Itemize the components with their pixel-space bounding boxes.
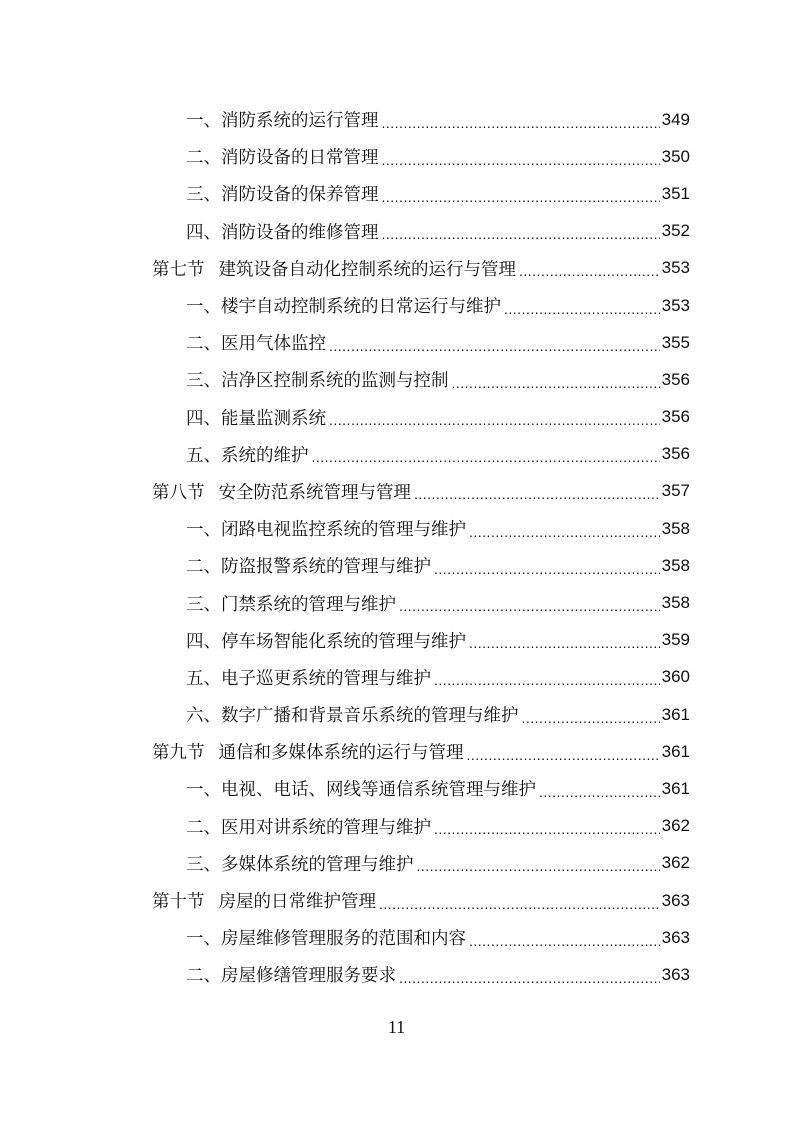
section-title: 房屋的日常维护管理 [218, 892, 376, 913]
entry-title: 消防设备的日常管理 [221, 148, 379, 169]
entry-number: 二、 [186, 966, 221, 987]
entry-title: 房屋修缮管理服务要求 [221, 966, 396, 987]
dot-leader [329, 338, 660, 354]
toc-entry[interactable] [152, 696, 690, 733]
toc-section-heading[interactable] [152, 733, 690, 770]
toc-entry[interactable] [152, 956, 690, 993]
dot-leader [539, 784, 660, 800]
entry-page-number: 357 [661, 481, 690, 501]
dot-leader [467, 747, 660, 763]
entry-page-number: 353 [661, 295, 690, 315]
entry-number: 二、 [186, 817, 221, 838]
dot-leader [312, 449, 660, 465]
entry-number: 二、 [186, 148, 221, 169]
dot-leader [434, 672, 660, 688]
entry-page-number: 362 [661, 853, 690, 873]
entry-title: 电子巡更系统的管理与维护 [221, 668, 431, 689]
entry-number: 一、 [186, 297, 221, 318]
entry-number: 六、 [186, 706, 221, 727]
dot-leader [329, 412, 660, 428]
entry-page-number: 356 [661, 369, 690, 389]
entry-number: 三、 [186, 185, 221, 206]
entry-number: 四、 [186, 631, 221, 652]
entry-number: 一、 [186, 111, 221, 132]
dot-leader [519, 263, 660, 279]
dot-leader [522, 710, 660, 726]
entry-page-number: 360 [661, 667, 690, 687]
entry-title: 消防设备的保养管理 [221, 185, 379, 206]
section-title: 安全防范系统管理与管理 [218, 482, 411, 503]
toc-entry[interactable] [152, 436, 690, 473]
entry-number: 三、 [186, 594, 221, 615]
toc-entry[interactable] [152, 287, 690, 324]
entry-page-number: 362 [661, 816, 690, 836]
toc-entry[interactable] [152, 584, 690, 621]
table-of-contents [152, 101, 690, 994]
toc-section-heading[interactable] [152, 250, 690, 287]
entry-number: 三、 [186, 854, 221, 875]
entry-page-number: 361 [661, 778, 690, 798]
toc-entry[interactable] [152, 622, 690, 659]
entry-title: 医用对讲系统的管理与维护 [221, 817, 431, 838]
entry-page-number: 349 [661, 109, 690, 129]
section-title: 建筑设备自动化控制系统的运行与管理 [218, 259, 516, 280]
entry-title: 多媒体系统的管理与维护 [221, 854, 414, 875]
entry-title: 系统的维护 [221, 445, 309, 466]
toc-entry[interactable] [152, 547, 690, 584]
section-number: 第十节 [152, 892, 205, 913]
entry-number: 三、 [186, 371, 221, 392]
dot-leader [469, 933, 660, 949]
toc-entry[interactable] [152, 399, 690, 436]
entry-number: 二、 [186, 334, 221, 355]
dot-leader [379, 896, 660, 912]
entry-title: 防盗报警系统的管理与维护 [221, 557, 431, 578]
section-number: 第九节 [152, 743, 205, 764]
entry-page-number: 363 [661, 890, 690, 910]
entry-title: 消防设备的维修管理 [221, 222, 379, 243]
entry-number: 一、 [186, 520, 221, 541]
entry-page-number: 361 [661, 704, 690, 724]
toc-entry[interactable] [152, 101, 690, 138]
entry-title: 医用气体监控 [221, 334, 326, 355]
dot-leader [382, 152, 660, 168]
dot-leader [452, 375, 660, 391]
dot-leader [399, 970, 660, 986]
dot-leader [399, 598, 660, 614]
toc-entry[interactable] [152, 845, 690, 882]
entry-number: 四、 [186, 222, 221, 243]
entry-page-number: 350 [661, 146, 690, 166]
dot-leader [504, 301, 660, 317]
toc-entry[interactable] [152, 361, 690, 398]
toc-entry[interactable] [152, 510, 690, 547]
entry-page-number: 352 [661, 221, 690, 241]
entry-title: 消防系统的运行管理 [221, 111, 379, 132]
toc-entry[interactable] [152, 919, 690, 956]
entry-title: 闭路电视监控系统的管理与维护 [221, 520, 466, 541]
footer-page-number: 11 [387, 1017, 406, 1037]
dot-leader [434, 821, 660, 837]
dot-leader [382, 226, 660, 242]
dot-leader [414, 486, 660, 502]
entry-title: 数字广播和背景音乐系统的管理与维护 [221, 706, 519, 727]
entry-page-number: 355 [661, 332, 690, 352]
entry-number: 五、 [186, 445, 221, 466]
toc-entry[interactable] [152, 808, 690, 845]
entry-page-number: 359 [661, 630, 690, 650]
entry-title: 洁净区控制系统的监测与控制 [221, 371, 449, 392]
entry-title: 楼宇自动控制系统的日常运行与维护 [221, 297, 501, 318]
section-title: 通信和多媒体系统的运行与管理 [218, 743, 464, 764]
entry-page-number: 356 [661, 407, 690, 427]
entry-number: 五、 [186, 668, 221, 689]
dot-leader [469, 635, 660, 651]
toc-section-heading[interactable] [152, 473, 690, 510]
entry-title: 电视、电话、网线等通信系统管理与维护 [221, 780, 536, 801]
entry-page-number: 358 [661, 555, 690, 575]
dot-leader [469, 524, 660, 540]
toc-entry[interactable] [152, 175, 690, 212]
entry-page-number: 356 [661, 444, 690, 464]
toc-entry[interactable] [152, 770, 690, 807]
toc-entry[interactable] [152, 213, 690, 250]
entry-number: 一、 [186, 780, 221, 801]
entry-page-number: 351 [661, 183, 690, 203]
dot-leader [417, 858, 660, 874]
entry-page-number: 358 [661, 593, 690, 613]
entry-number: 四、 [186, 408, 221, 429]
entry-page-number: 363 [661, 927, 690, 947]
toc-entry[interactable] [152, 659, 690, 696]
toc-section-heading[interactable] [152, 882, 690, 919]
toc-entry[interactable] [152, 138, 690, 175]
entry-title: 房屋维修管理服务的范围和内容 [221, 929, 466, 950]
dot-leader [382, 115, 660, 131]
entry-page-number: 363 [661, 964, 690, 984]
entry-title: 能量监测系统 [221, 408, 326, 429]
dot-leader [382, 189, 660, 205]
dot-leader [434, 561, 660, 577]
entry-title: 停车场智能化系统的管理与维护 [221, 631, 466, 652]
section-number: 第八节 [152, 482, 205, 503]
entry-number: 一、 [186, 929, 221, 950]
entry-title: 门禁系统的管理与维护 [221, 594, 396, 615]
entry-page-number: 353 [661, 258, 690, 278]
section-number: 第七节 [152, 259, 205, 280]
entry-page-number: 358 [661, 518, 690, 538]
entry-page-number: 361 [661, 741, 690, 761]
entry-number: 二、 [186, 557, 221, 578]
toc-entry[interactable] [152, 324, 690, 361]
